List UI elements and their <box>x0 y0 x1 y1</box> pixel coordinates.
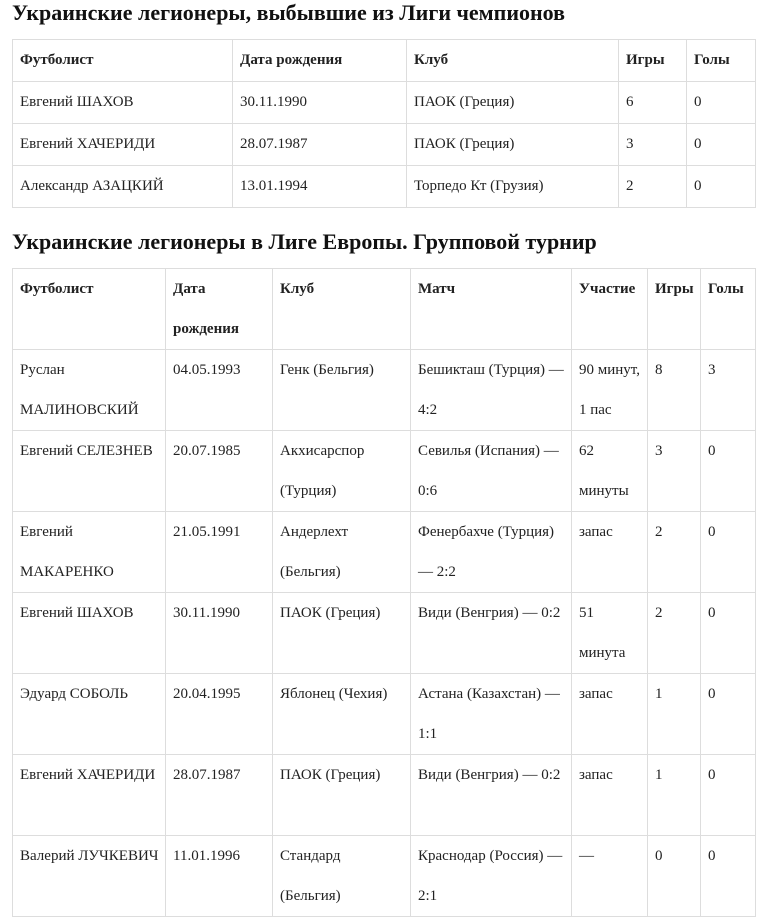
table-row <box>13 836 756 917</box>
cell-goals: 0 <box>687 166 756 208</box>
table-row <box>13 124 756 166</box>
cell-player: Евгений ХАЧЕРИДИ <box>13 124 233 166</box>
cell-birth-date: 11.01.1996 <box>166 836 273 917</box>
section-title-europa-league: Украинские легионеры в Лиге Европы. Групповой турнир <box>12 229 597 254</box>
cell-goals: 0 <box>687 124 756 166</box>
column-header-club: Клуб <box>407 40 619 82</box>
cell-club: ПАОК (Греция) <box>407 124 619 166</box>
cell-goals: 0 <box>701 593 756 674</box>
cell-club: Андерлехт (Бельгия) <box>273 512 411 593</box>
cell-goals: 3 <box>701 350 756 431</box>
cell-player: Евгений СЕЛЕЗНЕВ <box>13 431 166 512</box>
cell-participation: 90 минут, 1 пас <box>572 350 648 431</box>
cell-club: ПАОК (Греция) <box>273 755 411 836</box>
cell-participation: 51 минута <box>572 593 648 674</box>
cell-club: Торпедо Кт (Грузия) <box>407 166 619 208</box>
cell-match: Астана (Казахстан) — 1:1 <box>411 674 572 755</box>
cell-club: Стандард (Бельгия) <box>273 836 411 917</box>
table-header-row <box>13 269 756 350</box>
cell-birth-date: 13.01.1994 <box>233 166 407 208</box>
cell-games: 6 <box>619 82 687 124</box>
table-row <box>13 512 756 593</box>
cell-games: 2 <box>648 512 701 593</box>
cell-match: Севилья (Испания) — 0:6 <box>411 431 572 512</box>
table-row <box>13 755 756 836</box>
cell-club: Яблонец (Чехия) <box>273 674 411 755</box>
cell-birth-date: 20.04.1995 <box>166 674 273 755</box>
column-header-player: Футболист <box>13 269 166 350</box>
cell-player: Эдуард СОБОЛЬ <box>13 674 166 755</box>
cell-player: Евгений ХАЧЕРИДИ <box>13 755 166 836</box>
cell-birth-date: 28.07.1987 <box>233 124 407 166</box>
cell-birth-date: 20.07.1985 <box>166 431 273 512</box>
cell-goals: 0 <box>701 674 756 755</box>
cell-birth-date: 30.11.1990 <box>166 593 273 674</box>
table-row <box>13 431 756 512</box>
column-header-participation: Участие <box>572 269 648 350</box>
cell-club: ПАОК (Греция) <box>407 82 619 124</box>
cell-player: Евгений ШАХОВ <box>13 82 233 124</box>
cell-goals: 0 <box>701 512 756 593</box>
column-header-goals: Голы <box>701 269 756 350</box>
table-row <box>13 593 756 674</box>
table-row <box>13 350 756 431</box>
cell-match: Краснодар (Россия) — 2:1 <box>411 836 572 917</box>
table-row <box>13 82 756 124</box>
table-row <box>13 674 756 755</box>
cell-goals: 0 <box>701 755 756 836</box>
europa-league-legionnaires-table <box>12 268 756 917</box>
cell-games: 0 <box>648 836 701 917</box>
cell-games: 1 <box>648 674 701 755</box>
cell-goals: 0 <box>687 82 756 124</box>
column-header-birth-date: Дата рождения <box>166 269 273 350</box>
cell-goals: 0 <box>701 431 756 512</box>
section-title-champions-league: Украинские легионеры, выбывшие из Лиги чемпионов <box>12 0 566 25</box>
cell-match: Види (Венгрия) — 0:2 <box>411 593 572 674</box>
table-header-row <box>13 40 756 82</box>
cell-participation: запас <box>572 674 648 755</box>
champions-league-legionnaires-table <box>12 39 756 208</box>
cell-birth-date: 28.07.1987 <box>166 755 273 836</box>
column-header-club: Клуб <box>273 269 411 350</box>
table-row <box>13 166 756 208</box>
cell-player: Руслан МАЛИНОВСКИЙ <box>13 350 166 431</box>
cell-participation: 62 минуты <box>572 431 648 512</box>
cell-match: Види (Венгрия) — 0:2 <box>411 755 572 836</box>
cell-birth-date: 30.11.1990 <box>233 82 407 124</box>
cell-games: 2 <box>648 593 701 674</box>
column-header-player: Футболист <box>13 40 233 82</box>
cell-participation: запас <box>572 512 648 593</box>
cell-player: Евгений ШАХОВ <box>13 593 166 674</box>
column-header-games: Игры <box>648 269 701 350</box>
cell-games: 2 <box>619 166 687 208</box>
cell-match: Фенербахче (Турция) — 2:2 <box>411 512 572 593</box>
cell-birth-date: 21.05.1991 <box>166 512 273 593</box>
column-header-goals: Голы <box>687 40 756 82</box>
cell-player: Евгений МАКАРЕНКО <box>13 512 166 593</box>
cell-games: 3 <box>619 124 687 166</box>
cell-birth-date: 04.05.1993 <box>166 350 273 431</box>
cell-club: Генк (Бельгия) <box>273 350 411 431</box>
cell-goals: 0 <box>701 836 756 917</box>
cell-games: 8 <box>648 350 701 431</box>
cell-games: 3 <box>648 431 701 512</box>
cell-participation: запас <box>572 755 648 836</box>
cell-player: Александр АЗАЦКИЙ <box>13 166 233 208</box>
column-header-games: Игры <box>619 40 687 82</box>
cell-games: 1 <box>648 755 701 836</box>
cell-club: Акхисарспор (Турция) <box>273 431 411 512</box>
cell-match: Бешикташ (Турция) — 4:2 <box>411 350 572 431</box>
column-header-match: Матч <box>411 269 572 350</box>
cell-player: Валерий ЛУЧКЕВИЧ <box>13 836 166 917</box>
cell-club: ПАОК (Греция) <box>273 593 411 674</box>
cell-participation: — <box>572 836 648 917</box>
column-header-birth-date: Дата рождения <box>233 40 407 82</box>
